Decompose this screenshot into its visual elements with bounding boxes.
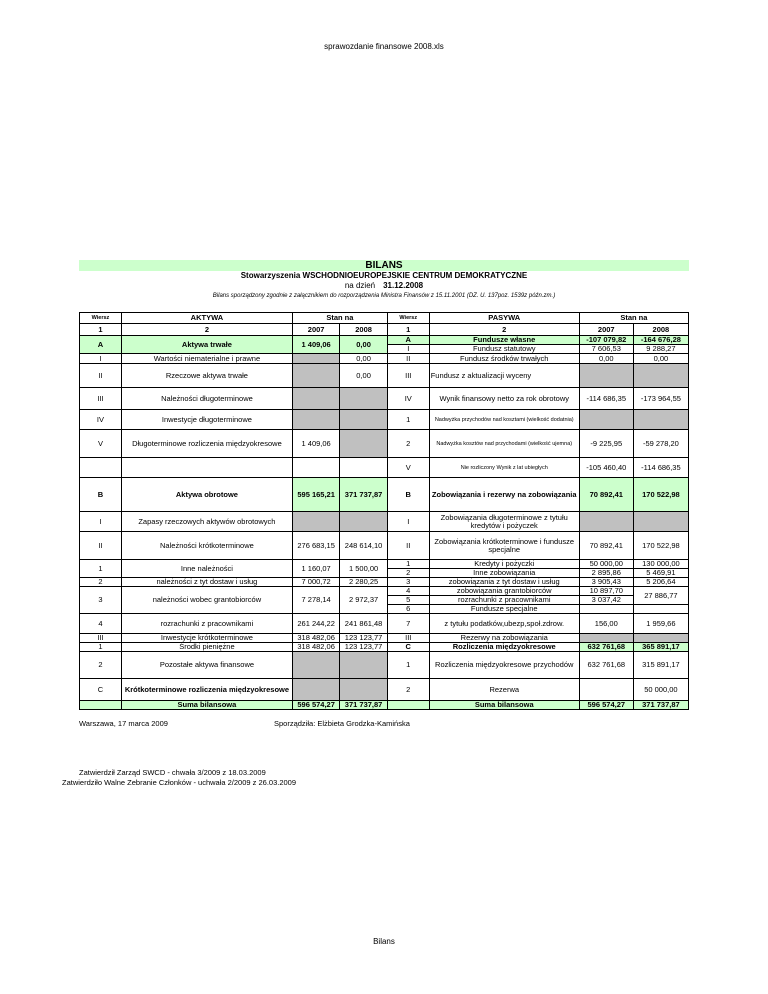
cell: I bbox=[80, 512, 122, 532]
cell: 27 886,77 bbox=[633, 587, 688, 605]
cell: Suma bilansowa bbox=[429, 701, 579, 710]
cell: V bbox=[80, 430, 122, 458]
cell bbox=[340, 512, 387, 532]
cell: Wartości niematerialne i prawne bbox=[121, 354, 292, 364]
cell: -9 225,95 bbox=[579, 430, 633, 458]
cell: V bbox=[387, 458, 429, 478]
cell: 1 959,66 bbox=[633, 614, 688, 634]
cell: 2 bbox=[387, 679, 429, 701]
cell: 7 bbox=[387, 614, 429, 634]
table-row bbox=[80, 388, 689, 410]
cell bbox=[292, 679, 339, 701]
cell: 4 bbox=[80, 614, 122, 634]
cell bbox=[633, 410, 688, 430]
cell bbox=[80, 701, 122, 710]
cell: 632 761,68 bbox=[579, 652, 633, 679]
cell: 4 bbox=[387, 587, 429, 596]
cell: 276 683,15 bbox=[292, 532, 339, 560]
cell: A bbox=[387, 336, 429, 345]
cell: Zobowiązania krótkoterminowe i fundusze specjalne bbox=[429, 532, 579, 560]
cell bbox=[340, 410, 387, 430]
cell: I bbox=[387, 345, 429, 354]
cell: Należności krótkoterminowe bbox=[121, 532, 292, 560]
cell: Kredyty i pożyczki bbox=[429, 560, 579, 569]
table-row bbox=[80, 532, 689, 560]
table-row bbox=[80, 354, 689, 364]
cell: 5 206,64 bbox=[633, 578, 688, 587]
cell: IV bbox=[387, 388, 429, 410]
cell: -114 686,35 bbox=[633, 458, 688, 478]
col-wiersz-assets: Wiersz bbox=[80, 313, 122, 324]
approval-assembly: Zatwierdziło Walne Zebranie Członków - uchwała 2/2009 z 26.03.2009 bbox=[62, 778, 297, 787]
cell: Fundusz statutowy bbox=[429, 345, 579, 354]
cell: Rzeczowe aktywa trwałe bbox=[121, 364, 292, 388]
cell: rozrachunki z pracownikami bbox=[121, 614, 292, 634]
table-row bbox=[80, 430, 689, 458]
cell: Nadwyżka kosztów nad przychodami (wielkość ujemna) bbox=[429, 430, 579, 458]
balance-date bbox=[79, 281, 689, 290]
total-row bbox=[80, 701, 689, 710]
cell: 371 737,87 bbox=[633, 701, 688, 710]
cell bbox=[579, 679, 633, 701]
cell: 5 bbox=[387, 596, 429, 605]
cell: Fundusz środków trwałych bbox=[429, 354, 579, 364]
page-footer: Bilans bbox=[373, 937, 395, 946]
cell: II bbox=[80, 532, 122, 560]
cell: 1 bbox=[387, 560, 429, 569]
cell bbox=[292, 652, 339, 679]
cell: IV bbox=[80, 410, 122, 430]
cell: 596 574,27 bbox=[292, 701, 339, 710]
cell bbox=[340, 388, 387, 410]
table-row bbox=[80, 410, 689, 430]
cell: 0,00 bbox=[340, 336, 387, 354]
cell: Suma bilansowa bbox=[121, 701, 292, 710]
cell: 632 761,68 bbox=[579, 643, 633, 652]
cell: 156,00 bbox=[579, 614, 633, 634]
column-number-row bbox=[80, 324, 689, 336]
cell: 318 482,06 bbox=[292, 643, 339, 652]
cell: 2 bbox=[121, 324, 292, 336]
prepared-by: Sporządziła: Elżbieta Grodzka-Kamińska bbox=[274, 719, 410, 728]
cell bbox=[292, 458, 339, 478]
cell: I bbox=[80, 354, 122, 364]
cell: C bbox=[387, 643, 429, 652]
cell: 365 891,17 bbox=[633, 643, 688, 652]
cell: 123 123,77 bbox=[340, 643, 387, 652]
cell: 318 482,06 bbox=[292, 634, 339, 643]
cell: 1 bbox=[80, 324, 122, 336]
cell: 1 409,06 bbox=[292, 430, 339, 458]
cell: 248 614,10 bbox=[340, 532, 387, 560]
cell bbox=[121, 458, 292, 478]
cell bbox=[80, 458, 122, 478]
cell: 261 244,22 bbox=[292, 614, 339, 634]
cell: 2007 bbox=[579, 324, 633, 336]
cell: 3 037,42 bbox=[579, 596, 633, 605]
cell: Krótkoterminowe rozliczenia międzyokresowe bbox=[121, 679, 292, 701]
cell bbox=[633, 605, 688, 614]
cell: 2007 bbox=[292, 324, 339, 336]
cell: B bbox=[80, 478, 122, 512]
cell: 241 861,48 bbox=[340, 614, 387, 634]
approval-board: Zatwierdził Zarząd SWCD - chwała 3/2009 z 18.03.2009 bbox=[79, 768, 266, 777]
cell: 2 bbox=[387, 569, 429, 578]
cell: 1 bbox=[387, 652, 429, 679]
cell: B bbox=[387, 478, 429, 512]
file-header: sprawozdanie finansowe 2008.xls bbox=[324, 42, 444, 51]
cell: 9 288,27 bbox=[633, 345, 688, 354]
cell: -59 278,20 bbox=[633, 430, 688, 458]
cell: 1 bbox=[80, 560, 122, 578]
cell: C bbox=[80, 679, 122, 701]
cell: 2008 bbox=[633, 324, 688, 336]
cell: 371 737,87 bbox=[340, 478, 387, 512]
cell: 3 905,43 bbox=[579, 578, 633, 587]
cell: III bbox=[387, 364, 429, 388]
cell: 3 bbox=[80, 587, 122, 614]
cell: 1 bbox=[80, 643, 122, 652]
cell bbox=[292, 364, 339, 388]
cell: 0,00 bbox=[340, 354, 387, 364]
cell bbox=[579, 364, 633, 388]
cell: 2 895,86 bbox=[579, 569, 633, 578]
table-row bbox=[80, 643, 689, 652]
cell: 1 500,00 bbox=[340, 560, 387, 578]
cell: należności z tyt dostaw i usług bbox=[121, 578, 292, 587]
cell: 7 278,14 bbox=[292, 587, 339, 614]
cell: -105 460,40 bbox=[579, 458, 633, 478]
cell: rozrachunki z pracownikami bbox=[429, 596, 579, 605]
legal-basis: Bilans sporządzony zgodnie z załącznikiem do rozporządzenia Ministra Finansów z 15.11.2001 (DZ. U. 137poz. 1539z późn.zm.) bbox=[212, 293, 556, 299]
cell: Fundusze własne bbox=[429, 336, 579, 345]
cell: 1 409,06 bbox=[292, 336, 339, 354]
table-row bbox=[80, 614, 689, 634]
cell: 170 522,98 bbox=[633, 532, 688, 560]
cell: 5 469,91 bbox=[633, 569, 688, 578]
cell bbox=[340, 458, 387, 478]
cell: Fundusz z aktualizacji wyceny bbox=[429, 364, 579, 388]
cell: III bbox=[80, 388, 122, 410]
cell: Pozostałe aktywa finansowe bbox=[121, 652, 292, 679]
cell bbox=[633, 512, 688, 532]
cell: 1 bbox=[387, 324, 429, 336]
cell: Zobowiązania i rezerwy na zobowiązania bbox=[429, 478, 579, 512]
table-row bbox=[80, 364, 689, 388]
cell: Długoterminowe rozliczenia międzyokresowe bbox=[121, 430, 292, 458]
cell: I bbox=[387, 512, 429, 532]
cell: Środki pieniężne bbox=[121, 643, 292, 652]
cell: II bbox=[80, 364, 122, 388]
cell: Aktywa obrotowe bbox=[121, 478, 292, 512]
cell: 70 892,41 bbox=[579, 532, 633, 560]
cell: Należności długoterminowe bbox=[121, 388, 292, 410]
cell: -107 079,82 bbox=[579, 336, 633, 345]
cell: 130 000,00 bbox=[633, 560, 688, 569]
cell: II bbox=[387, 354, 429, 364]
cell: Fundusze specjalne bbox=[429, 605, 579, 614]
cell: 50 000,00 bbox=[633, 679, 688, 701]
cell: III bbox=[80, 634, 122, 643]
col-wiersz-liabilities: Wiersz bbox=[387, 313, 429, 324]
cell: zobowiązania z tyt dostaw i usług bbox=[429, 578, 579, 587]
table-row bbox=[80, 512, 689, 532]
cell bbox=[292, 388, 339, 410]
cell: 0,00 bbox=[579, 354, 633, 364]
cell: 1 bbox=[387, 410, 429, 430]
cell bbox=[292, 512, 339, 532]
cell: 7 000,72 bbox=[292, 578, 339, 587]
header-row bbox=[80, 313, 689, 324]
cell: 0,00 bbox=[633, 354, 688, 364]
cell: 1 160,07 bbox=[292, 560, 339, 578]
cell: Zapasy rzeczowych aktywów obrotowych bbox=[121, 512, 292, 532]
cell: 595 165,21 bbox=[292, 478, 339, 512]
cell: 2 280,25 bbox=[340, 578, 387, 587]
cell bbox=[579, 410, 633, 430]
cell: zobowiązania grantobiorców bbox=[429, 587, 579, 596]
cell: Inne należności bbox=[121, 560, 292, 578]
place-date: Warszawa, 17 marca 2009 bbox=[79, 719, 168, 728]
cell: Nadwyżka przychodów nad kosztami (wielkość dodatnia) bbox=[429, 410, 579, 430]
cell: 50 000,00 bbox=[579, 560, 633, 569]
cell bbox=[340, 652, 387, 679]
cell bbox=[579, 512, 633, 532]
col-pasywa: PASYWA bbox=[429, 313, 579, 324]
cell: Rozliczenia międzyokresowe bbox=[429, 643, 579, 652]
cell: -114 686,35 bbox=[579, 388, 633, 410]
organization-name: Stowarzyszenia WSCHODNIOEUROPEJSKIE CENTRUM DEMOKRATYCZNE bbox=[240, 271, 528, 280]
cell: 70 892,41 bbox=[579, 478, 633, 512]
cell: 123 123,77 bbox=[340, 634, 387, 643]
cell: 2 bbox=[429, 324, 579, 336]
cell: Inwestycje długoterminowe bbox=[121, 410, 292, 430]
page-title: BILANS bbox=[79, 260, 689, 271]
cell: 2008 bbox=[340, 324, 387, 336]
cell bbox=[579, 605, 633, 614]
cell: 596 574,27 bbox=[579, 701, 633, 710]
col-aktywa: AKTYWA bbox=[121, 313, 292, 324]
balance-sheet-table bbox=[79, 312, 689, 710]
cell: Wynik finansowy netto za rok obrotowy bbox=[429, 388, 579, 410]
cell: 10 897,70 bbox=[579, 587, 633, 596]
cell: należności wobec grantobiorców bbox=[121, 587, 292, 614]
col-stan-na-assets: Stan na bbox=[292, 313, 387, 324]
cell: 2 bbox=[80, 578, 122, 587]
cell: 0,00 bbox=[340, 364, 387, 388]
cell: Inwestycje krótkoterminowe bbox=[121, 634, 292, 643]
table-row bbox=[80, 652, 689, 679]
table-row bbox=[80, 458, 689, 478]
cell: 7 606,53 bbox=[579, 345, 633, 354]
cell: 2 bbox=[387, 430, 429, 458]
cell bbox=[340, 679, 387, 701]
cell: Rezerwa bbox=[429, 679, 579, 701]
cell: II bbox=[387, 532, 429, 560]
cell bbox=[387, 701, 429, 710]
cell: -173 964,55 bbox=[633, 388, 688, 410]
cell bbox=[633, 364, 688, 388]
cell: Zobowiązania długoterminowe z tytułu kredytów i pożyczek bbox=[429, 512, 579, 532]
col-stan-na-liabilities: Stan na bbox=[579, 313, 688, 324]
cell: III bbox=[387, 634, 429, 643]
cell: 3 bbox=[387, 578, 429, 587]
cell: z tytułu podatków,ubezp,społ.zdrow. bbox=[429, 614, 579, 634]
cell: 2 972,37 bbox=[340, 587, 387, 614]
cell: 371 737,87 bbox=[340, 701, 387, 710]
table-row bbox=[80, 679, 689, 701]
cell: Aktywa trwałe bbox=[121, 336, 292, 354]
cell bbox=[292, 354, 339, 364]
cell: -164 676,28 bbox=[633, 336, 688, 345]
cell: A bbox=[80, 336, 122, 354]
cell: 6 bbox=[387, 605, 429, 614]
cell bbox=[292, 410, 339, 430]
cell: 315 891,17 bbox=[633, 652, 688, 679]
cell: Inne zobowiązania bbox=[429, 569, 579, 578]
cell: Rozliczenia międzyokresowe przychodów bbox=[429, 652, 579, 679]
date-label: na dzień bbox=[344, 281, 376, 290]
cell bbox=[340, 430, 387, 458]
table-row bbox=[80, 478, 689, 512]
date-value: 31.12.2008 bbox=[383, 281, 424, 290]
cell: Rezerwy na zobowiązania bbox=[429, 634, 579, 643]
cell: 2 bbox=[80, 652, 122, 679]
cell: Nie rozliczony Wynik z lat ubiegłych bbox=[429, 458, 579, 478]
cell: 170 522,98 bbox=[633, 478, 688, 512]
